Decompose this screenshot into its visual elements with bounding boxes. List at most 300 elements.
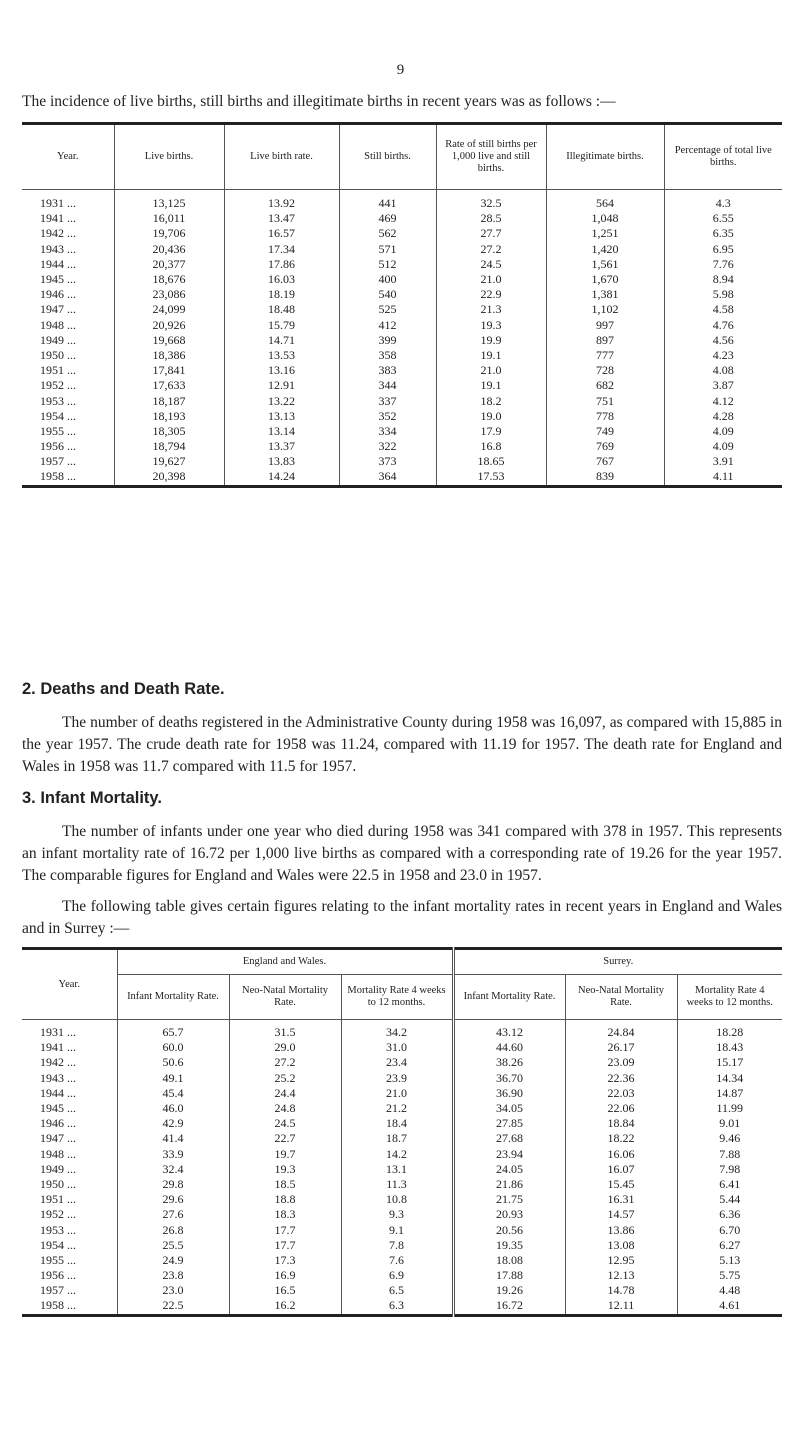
value-cell: 16.03 xyxy=(224,272,339,287)
births-table-row xyxy=(22,469,782,486)
mortality-table-row xyxy=(22,1207,782,1222)
value-cell: 334 xyxy=(339,424,436,439)
section-2-heading: 2. Deaths and Death Rate. xyxy=(22,680,225,698)
value-cell: 18.28 xyxy=(677,1020,782,1041)
value-cell: 22.5 xyxy=(117,1298,229,1315)
value-cell: 3.87 xyxy=(664,378,782,393)
year-cell: 1953 ... xyxy=(40,1222,76,1237)
value-cell: 18,187 xyxy=(114,393,224,408)
mortality-table-row xyxy=(22,1298,782,1315)
value-cell: 15.79 xyxy=(224,318,339,333)
value-cell: 20,436 xyxy=(114,242,224,257)
births-table-row xyxy=(22,393,782,408)
value-cell: 5.13 xyxy=(677,1253,782,1268)
value-cell: 34.05 xyxy=(453,1101,565,1116)
year-cell: 1931 ... xyxy=(40,1025,76,1040)
value-cell: 4.61 xyxy=(677,1298,782,1315)
year-cell: 1948 ... xyxy=(40,1146,76,1161)
section-2-text: The number of deaths registered in the Administrative County during 1958 was 16,097, as compared with 15,885 in the year 1957. The crude death rate for 1958 was 11.24, compared with 11.19 for 1957. The death rate for England and Wales in 1958 was 11.7 compared with 11.5 for 1957. xyxy=(22,714,782,775)
value-cell: 46.0 xyxy=(117,1101,229,1116)
year-cell: 1954 ... xyxy=(40,408,76,423)
value-cell: 19.35 xyxy=(453,1238,565,1253)
value-cell: 14.78 xyxy=(565,1283,677,1298)
value-cell: 4.28 xyxy=(664,409,782,424)
value-cell: 23,086 xyxy=(114,287,224,302)
value-cell: 18.8 xyxy=(229,1192,341,1207)
header-live-birth-rate: Live birth rate. xyxy=(224,124,339,190)
header-year: Year. xyxy=(22,124,114,190)
value-cell: 6.95 xyxy=(664,242,782,257)
births-table-row xyxy=(22,287,782,302)
value-cell: 22.9 xyxy=(436,287,546,302)
value-cell: 25.5 xyxy=(117,1238,229,1253)
value-cell: 13.47 xyxy=(224,211,339,226)
value-cell: 777 xyxy=(546,348,664,363)
mortality-table-row xyxy=(22,1162,782,1177)
value-cell: 21.2 xyxy=(341,1101,453,1116)
value-cell: 5.75 xyxy=(677,1268,782,1283)
value-cell: 27.7 xyxy=(436,226,546,241)
value-cell: 36.70 xyxy=(453,1071,565,1086)
section-3-text-2: The following table gives certain figures relating to the infant mortality rates in recent years in England and Wales and in Surrey :— xyxy=(22,898,782,937)
value-cell: 18.65 xyxy=(436,454,546,469)
value-cell: 11.3 xyxy=(341,1177,453,1192)
value-cell: 19.3 xyxy=(229,1162,341,1177)
value-cell: 6.70 xyxy=(677,1222,782,1237)
mortality-table-row xyxy=(22,1101,782,1116)
header-still-birth-rate: Rate of still births per 1,000 live and still births. xyxy=(436,124,546,190)
value-cell: 38.26 xyxy=(453,1055,565,1070)
value-cell: 1,381 xyxy=(546,287,664,302)
value-cell: 562 xyxy=(339,226,436,241)
value-cell: 17,633 xyxy=(114,378,224,393)
year-cell: 1943 ... xyxy=(40,241,76,256)
mortality-table-row xyxy=(22,1238,782,1253)
year-cell: 1942 ... xyxy=(40,1055,76,1070)
value-cell: 9.3 xyxy=(341,1207,453,1222)
value-cell: 17.34 xyxy=(224,242,339,257)
year-cell: 1947 ... xyxy=(40,302,76,317)
value-cell: 32.4 xyxy=(117,1162,229,1177)
value-cell: 13,125 xyxy=(114,190,224,212)
header-illegitimate-births: Illegitimate births. xyxy=(546,124,664,190)
year-cell: 1957 ... xyxy=(40,454,76,469)
value-cell: 27.2 xyxy=(436,242,546,257)
header-england-wales: England and Wales. xyxy=(117,949,453,975)
value-cell: 9.01 xyxy=(677,1116,782,1131)
section-3-heading: 3. Infant Mortality. xyxy=(22,789,162,807)
header-still-births: Still births. xyxy=(339,124,436,190)
value-cell: 29.8 xyxy=(117,1177,229,1192)
year-cell: 1952 ... xyxy=(40,1207,76,1222)
value-cell: 441 xyxy=(339,190,436,212)
value-cell: 18.5 xyxy=(229,1177,341,1192)
mortality-table-row xyxy=(22,1040,782,1055)
value-cell: 364 xyxy=(339,469,436,486)
value-cell: 7.76 xyxy=(664,257,782,272)
value-cell: 16.72 xyxy=(453,1298,565,1315)
value-cell: 6.9 xyxy=(341,1268,453,1283)
mortality-table-row xyxy=(22,1071,782,1086)
value-cell: 41.4 xyxy=(117,1131,229,1146)
value-cell: 14.24 xyxy=(224,469,339,486)
value-cell: 20,398 xyxy=(114,469,224,486)
value-cell: 21.0 xyxy=(436,363,546,378)
value-cell: 997 xyxy=(546,318,664,333)
value-cell: 22.7 xyxy=(229,1131,341,1146)
value-cell: 839 xyxy=(546,469,664,486)
value-cell: 337 xyxy=(339,393,436,408)
value-cell: 65.7 xyxy=(117,1020,229,1041)
value-cell: 29.6 xyxy=(117,1192,229,1207)
value-cell: 24.9 xyxy=(117,1253,229,1268)
value-cell: 14.34 xyxy=(677,1071,782,1086)
value-cell: 25.2 xyxy=(229,1071,341,1086)
mortality-table-row xyxy=(22,1177,782,1192)
value-cell: 17,841 xyxy=(114,363,224,378)
mortality-table-group-header xyxy=(22,949,782,975)
year-cell: 1953 ... xyxy=(40,393,76,408)
value-cell: 19.7 xyxy=(229,1147,341,1162)
year-cell: 1958 ... xyxy=(40,1298,76,1313)
value-cell: 749 xyxy=(546,424,664,439)
value-cell: 4.76 xyxy=(664,318,782,333)
value-cell: 7.98 xyxy=(677,1162,782,1177)
value-cell: 8.94 xyxy=(664,272,782,287)
value-cell: 358 xyxy=(339,348,436,363)
value-cell: 21.86 xyxy=(453,1177,565,1192)
year-cell: 1957 ... xyxy=(40,1283,76,1298)
value-cell: 26.17 xyxy=(565,1040,677,1055)
value-cell: 6.41 xyxy=(677,1177,782,1192)
value-cell: 14.57 xyxy=(565,1207,677,1222)
value-cell: 10.8 xyxy=(341,1192,453,1207)
value-cell: 18.2 xyxy=(436,393,546,408)
value-cell: 34.2 xyxy=(341,1020,453,1041)
year-cell: 1951 ... xyxy=(40,363,76,378)
value-cell: 18,193 xyxy=(114,409,224,424)
value-cell: 18.3 xyxy=(229,1207,341,1222)
mortality-table-row xyxy=(22,1055,782,1070)
value-cell: 1,561 xyxy=(546,257,664,272)
value-cell: 13.92 xyxy=(224,190,339,212)
value-cell: 6.5 xyxy=(341,1283,453,1298)
year-cell: 1948 ... xyxy=(40,317,76,332)
value-cell: 29.0 xyxy=(229,1040,341,1055)
value-cell: 13.14 xyxy=(224,424,339,439)
value-cell: 16.06 xyxy=(565,1147,677,1162)
value-cell: 17.3 xyxy=(229,1253,341,1268)
year-cell: 1944 ... xyxy=(40,256,76,271)
mortality-table-row xyxy=(22,1116,782,1131)
value-cell: 7.88 xyxy=(677,1147,782,1162)
births-table-row xyxy=(22,242,782,257)
value-cell: 16.9 xyxy=(229,1268,341,1283)
year-cell: 1945 ... xyxy=(40,272,76,287)
value-cell: 16.31 xyxy=(565,1192,677,1207)
value-cell: 7.6 xyxy=(341,1253,453,1268)
births-table xyxy=(22,122,782,488)
year-cell: 1956 ... xyxy=(40,1268,76,1283)
header-ew-infant: Infant Mortality Rate. xyxy=(117,975,229,1020)
year-cell: 1941 ... xyxy=(40,1040,76,1055)
mortality-table-sub-header xyxy=(22,975,782,1020)
value-cell: 4.3 xyxy=(664,190,782,212)
births-table-row xyxy=(22,226,782,241)
value-cell: 17.7 xyxy=(229,1238,341,1253)
value-cell: 399 xyxy=(339,333,436,348)
year-cell: 1949 ... xyxy=(40,1161,76,1176)
value-cell: 36.90 xyxy=(453,1086,565,1101)
births-table-row xyxy=(22,454,782,469)
value-cell: 383 xyxy=(339,363,436,378)
value-cell: 24.5 xyxy=(229,1116,341,1131)
value-cell: 45.4 xyxy=(117,1086,229,1101)
mortality-table-row xyxy=(22,1222,782,1237)
value-cell: 17.88 xyxy=(453,1268,565,1283)
value-cell: 15.45 xyxy=(565,1177,677,1192)
year-cell: 1946 ... xyxy=(40,1116,76,1131)
value-cell: 373 xyxy=(339,454,436,469)
year-cell: 1954 ... xyxy=(40,1237,76,1252)
mortality-table-row xyxy=(22,1192,782,1207)
section-3-text: The number of infants under one year who died during 1958 was 341 compared with 378 in 1957. This represents an infant mortality rate of 16.72 per 1,000 live births as compared with a corresponding rate of 19.26 for the year 1957. The comparable figures for England and Wales were 22.5 in 1958 and 23.0 in 1957. xyxy=(22,823,782,884)
value-cell: 6.27 xyxy=(677,1238,782,1253)
value-cell: 43.12 xyxy=(453,1020,565,1041)
value-cell: 9.1 xyxy=(341,1222,453,1237)
births-table-header xyxy=(22,124,782,190)
value-cell: 23.4 xyxy=(341,1055,453,1070)
births-table-row xyxy=(22,439,782,454)
value-cell: 6.55 xyxy=(664,211,782,226)
value-cell: 20.56 xyxy=(453,1222,565,1237)
births-table-row xyxy=(22,257,782,272)
value-cell: 14.71 xyxy=(224,333,339,348)
value-cell: 1,251 xyxy=(546,226,664,241)
year-cell: 1949 ... xyxy=(40,332,76,347)
value-cell: 16.8 xyxy=(436,439,546,454)
value-cell: 27.2 xyxy=(229,1055,341,1070)
value-cell: 20,377 xyxy=(114,257,224,272)
value-cell: 6.3 xyxy=(341,1298,453,1315)
births-table-row xyxy=(22,378,782,393)
value-cell: 28.5 xyxy=(436,211,546,226)
value-cell: 15.17 xyxy=(677,1055,782,1070)
header-ew-4weeks: Mortality Rate 4 weeks to 12 months. xyxy=(341,975,453,1020)
value-cell: 5.98 xyxy=(664,287,782,302)
value-cell: 4.56 xyxy=(664,333,782,348)
value-cell: 20.93 xyxy=(453,1207,565,1222)
value-cell: 50.6 xyxy=(117,1055,229,1070)
value-cell: 12.91 xyxy=(224,378,339,393)
value-cell: 16.57 xyxy=(224,226,339,241)
value-cell: 19,706 xyxy=(114,226,224,241)
value-cell: 19.0 xyxy=(436,409,546,424)
value-cell: 18.7 xyxy=(341,1131,453,1146)
mortality-table-row xyxy=(22,1086,782,1101)
value-cell: 21.0 xyxy=(436,272,546,287)
value-cell: 18.84 xyxy=(565,1116,677,1131)
value-cell: 4.08 xyxy=(664,363,782,378)
value-cell: 778 xyxy=(546,409,664,424)
value-cell: 16.07 xyxy=(565,1162,677,1177)
value-cell: 24.8 xyxy=(229,1101,341,1116)
value-cell: 23.9 xyxy=(341,1071,453,1086)
value-cell: 1,048 xyxy=(546,211,664,226)
value-cell: 12.95 xyxy=(565,1253,677,1268)
value-cell: 525 xyxy=(339,302,436,317)
page-number: 9 xyxy=(396,62,405,78)
year-cell: 1947 ... xyxy=(40,1131,76,1146)
value-cell: 400 xyxy=(339,272,436,287)
value-cell: 13.16 xyxy=(224,363,339,378)
value-cell: 4.48 xyxy=(677,1283,782,1298)
value-cell: 31.5 xyxy=(229,1020,341,1041)
value-cell: 17.86 xyxy=(224,257,339,272)
header-live-births: Live births. xyxy=(114,124,224,190)
value-cell: 13.22 xyxy=(224,393,339,408)
value-cell: 18,676 xyxy=(114,272,224,287)
value-cell: 49.1 xyxy=(117,1071,229,1086)
value-cell: 767 xyxy=(546,454,664,469)
value-cell: 18,386 xyxy=(114,348,224,363)
value-cell: 24,099 xyxy=(114,302,224,317)
value-cell: 24.5 xyxy=(436,257,546,272)
year-cell: 1941 ... xyxy=(40,211,76,226)
value-cell: 1,670 xyxy=(546,272,664,287)
value-cell: 19,627 xyxy=(114,454,224,469)
year-cell: 1950 ... xyxy=(40,347,76,362)
births-table-row xyxy=(22,348,782,363)
year-cell: 1950 ... xyxy=(40,1176,76,1191)
year-cell: 1943 ... xyxy=(40,1070,76,1085)
value-cell: 19.3 xyxy=(436,318,546,333)
value-cell: 12.13 xyxy=(565,1268,677,1283)
value-cell: 13.08 xyxy=(565,1238,677,1253)
value-cell: 13.13 xyxy=(224,409,339,424)
value-cell: 22.36 xyxy=(565,1071,677,1086)
value-cell: 13.83 xyxy=(224,454,339,469)
value-cell: 23.09 xyxy=(565,1055,677,1070)
value-cell: 19.26 xyxy=(453,1283,565,1298)
header-year-2: Year. xyxy=(22,949,117,1020)
intro-text: The incidence of live births, still births and illegitimate births in recent years was as follows :— xyxy=(22,93,616,110)
value-cell: 23.8 xyxy=(117,1268,229,1283)
value-cell: 16.2 xyxy=(229,1298,341,1315)
value-cell: 22.06 xyxy=(565,1101,677,1116)
value-cell: 33.9 xyxy=(117,1147,229,1162)
value-cell: 352 xyxy=(339,409,436,424)
value-cell: 19.1 xyxy=(436,348,546,363)
header-surrey: Surrey. xyxy=(453,949,782,975)
value-cell: 17.7 xyxy=(229,1222,341,1237)
year-cell: 1955 ... xyxy=(40,1252,76,1267)
value-cell: 6.35 xyxy=(664,226,782,241)
value-cell: 21.3 xyxy=(436,302,546,317)
value-cell: 769 xyxy=(546,439,664,454)
value-cell: 564 xyxy=(546,190,664,212)
value-cell: 18.22 xyxy=(565,1131,677,1146)
value-cell: 4.09 xyxy=(664,439,782,454)
value-cell: 18.19 xyxy=(224,287,339,302)
value-cell: 540 xyxy=(339,287,436,302)
value-cell: 5.44 xyxy=(677,1192,782,1207)
value-cell: 1,102 xyxy=(546,302,664,317)
births-table-row xyxy=(22,363,782,378)
value-cell: 14.87 xyxy=(677,1086,782,1101)
header-surrey-infant: Infant Mortality Rate. xyxy=(453,975,565,1020)
value-cell: 16,011 xyxy=(114,211,224,226)
births-table-row xyxy=(22,190,782,212)
births-table-row xyxy=(22,302,782,317)
value-cell: 14.2 xyxy=(341,1147,453,1162)
value-cell: 20,926 xyxy=(114,318,224,333)
value-cell: 9.46 xyxy=(677,1131,782,1146)
value-cell: 23.94 xyxy=(453,1147,565,1162)
value-cell: 22.03 xyxy=(565,1086,677,1101)
value-cell: 27.6 xyxy=(117,1207,229,1222)
value-cell: 21.75 xyxy=(453,1192,565,1207)
value-cell: 24.84 xyxy=(565,1020,677,1041)
header-percentage: Percentage of total live births. xyxy=(664,124,782,190)
infant-mortality-table xyxy=(22,947,782,1317)
value-cell: 42.9 xyxy=(117,1116,229,1131)
value-cell: 18.4 xyxy=(341,1116,453,1131)
value-cell: 728 xyxy=(546,363,664,378)
value-cell: 11.99 xyxy=(677,1101,782,1116)
mortality-table-row xyxy=(22,1147,782,1162)
year-cell: 1944 ... xyxy=(40,1085,76,1100)
year-cell: 1945 ... xyxy=(40,1101,76,1116)
mortality-table-row xyxy=(22,1283,782,1298)
value-cell: 571 xyxy=(339,242,436,257)
year-cell: 1958 ... xyxy=(40,469,76,484)
value-cell: 16.5 xyxy=(229,1283,341,1298)
year-cell: 1946 ... xyxy=(40,287,76,302)
births-table-row xyxy=(22,333,782,348)
value-cell: 24.05 xyxy=(453,1162,565,1177)
year-cell: 1931 ... xyxy=(40,196,76,211)
year-cell: 1951 ... xyxy=(40,1192,76,1207)
value-cell: 32.5 xyxy=(436,190,546,212)
value-cell: 322 xyxy=(339,439,436,454)
value-cell: 469 xyxy=(339,211,436,226)
value-cell: 1,420 xyxy=(546,242,664,257)
value-cell: 44.60 xyxy=(453,1040,565,1055)
value-cell: 18,794 xyxy=(114,439,224,454)
value-cell: 60.0 xyxy=(117,1040,229,1055)
value-cell: 19.1 xyxy=(436,378,546,393)
value-cell: 18,305 xyxy=(114,424,224,439)
mortality-table-row xyxy=(22,1020,782,1041)
value-cell: 27.68 xyxy=(453,1131,565,1146)
value-cell: 4.11 xyxy=(664,469,782,486)
births-table-row xyxy=(22,211,782,226)
value-cell: 27.85 xyxy=(453,1116,565,1131)
value-cell: 18.08 xyxy=(453,1253,565,1268)
value-cell: 13.53 xyxy=(224,348,339,363)
value-cell: 26.8 xyxy=(117,1222,229,1237)
value-cell: 18.43 xyxy=(677,1040,782,1055)
value-cell: 6.36 xyxy=(677,1207,782,1222)
value-cell: 344 xyxy=(339,378,436,393)
value-cell: 897 xyxy=(546,333,664,348)
value-cell: 4.12 xyxy=(664,393,782,408)
value-cell: 13.37 xyxy=(224,439,339,454)
births-table-row xyxy=(22,272,782,287)
value-cell: 682 xyxy=(546,378,664,393)
value-cell: 4.09 xyxy=(664,424,782,439)
